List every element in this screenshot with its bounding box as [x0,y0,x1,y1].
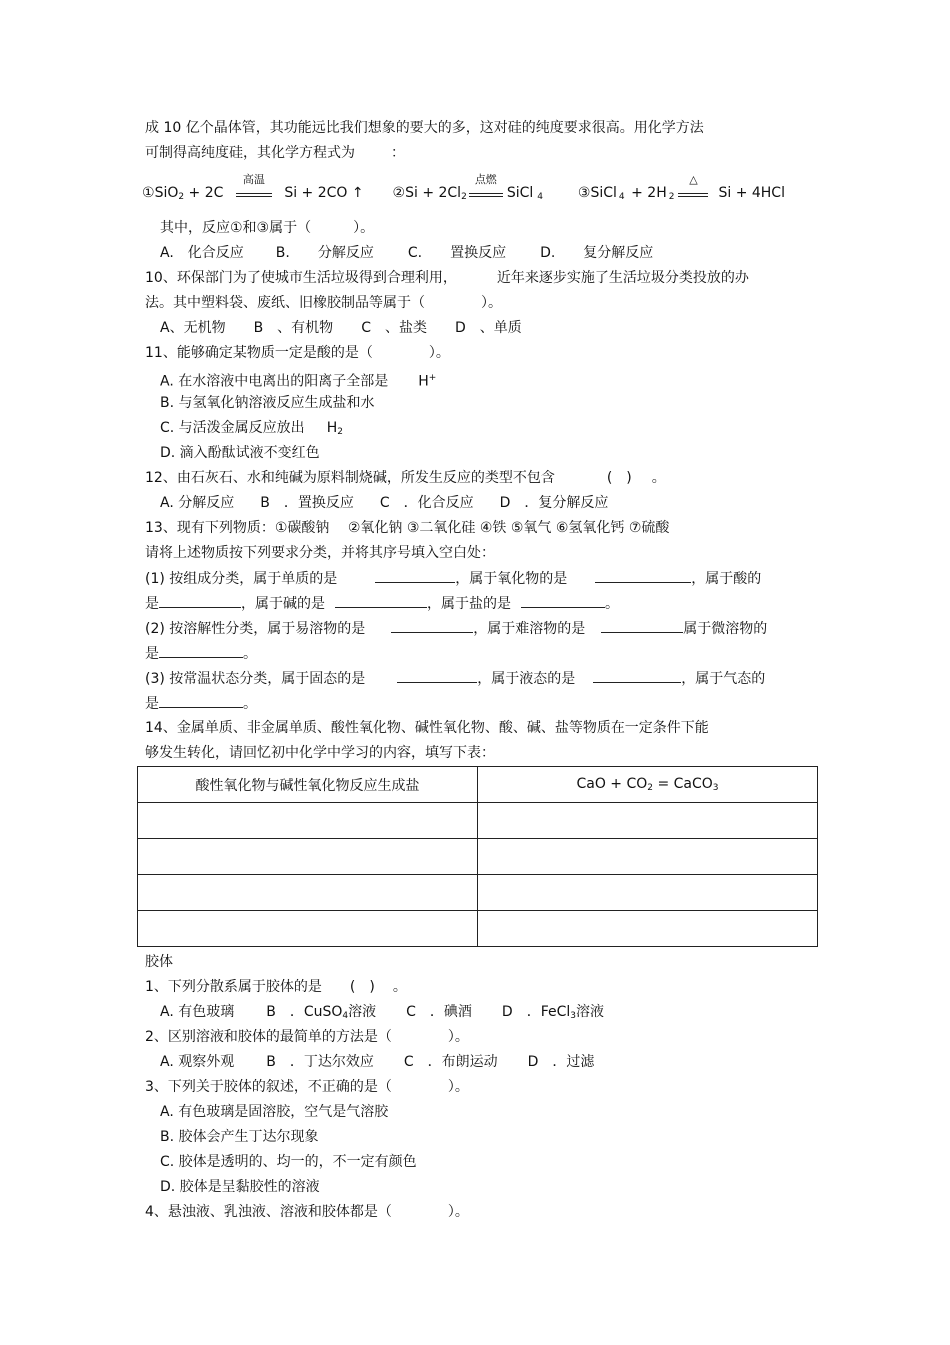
q12-end: 。 [651,470,666,486]
q10-option-b: B 、有机物 [253,320,334,336]
q13-p1-text-b: ，属于氧化物的是 [455,571,568,587]
table-row [138,839,818,875]
table-header-right-b: = CaCO [653,776,713,792]
eq1-condition [236,173,272,197]
q10-options [160,318,522,338]
intro-line-1: 成 10 亿个晶体管，其功能远比我们想象的要大的多，这对硅的纯度要求很高。用化学方法 [145,120,704,136]
equations-line [142,173,785,207]
q14-stem-2: 够发生转化，请回忆初中化学中学习的内容，填写下表： [145,745,495,761]
eq3-number: ③ [577,185,591,201]
table-header-right-sub2: 3 [712,783,719,793]
q9-stem: 其中，反应①和③属于（ ）。 [160,220,375,236]
q11-option-a-text: A. 在水溶液中电离出的阳离子全部是 [160,373,389,390]
q10-stem-a: 10、环保部门为了使城市生活垃圾得到合理利用， [145,270,457,286]
q10-option-a: A、无机物 [160,320,226,336]
eq1-reactant-a-sub: 2 [178,192,185,202]
table-cell-right[interactable] [478,875,818,911]
eq1-reactant-b: + 2C [184,185,224,201]
q10-stem-b: 近年来逐步实施了生活垃圾分类投放的办 [496,270,749,286]
q11-option-a-ion-charge: + [428,373,437,383]
q13-instruction: 请将上述物质按下列要求分类，并将其序号填入空白处： [145,545,495,561]
table-row [138,911,818,947]
colloid-q1-option-a: A. 有色玻璃 [160,1004,235,1020]
table-cell-right[interactable] [478,911,818,947]
table-cell-left[interactable] [138,875,478,911]
colloid-heading: 胶体 [145,954,173,970]
q9-options [160,243,653,263]
table-header-right-sub: 2 [647,783,654,793]
q11-option-c-gas: H [326,420,338,436]
eq1-reactant-a: SiO [154,185,179,201]
colloid-q2-options [160,1052,594,1072]
colloid-q3-option-b: B. 胶体会产生丁达尔现象 [160,1129,319,1145]
colloid-q2-option-d: D ．过滤 [527,1054,595,1070]
colloid-q2-option-b: B ．丁达尔效应 [266,1054,374,1070]
table-row [138,803,818,839]
eq3-reactant-b: + 2H [626,185,667,201]
q12-stem-line [145,468,666,488]
q9-option-d: D. 复分解反应 [540,245,654,261]
colloid-q3-option-c: C. 胶体是透明的、均一的，不一定有颜色 [160,1154,417,1170]
q13-p2-text-d: 是 [145,646,159,662]
q11-stem: 11、能够确定某物质一定是酸的是（ ）。 [145,345,450,361]
q14-stem: 14、金属单质、非金属单质、酸性氧化物、碱性氧化物、酸、碱、盐等物质在一定条件下能 [145,720,709,736]
eq1-equals-bar [236,193,272,197]
q10-stem-line-1 [145,268,749,288]
colloid-q1-option-c: C ．碘酒 [406,1004,472,1020]
blank-simple-substance[interactable] [375,568,455,583]
table-cell-right[interactable] [478,839,818,875]
q11-option-c-gas-sub: 2 [337,427,343,437]
equation-1 [142,173,368,202]
table-cell-right[interactable] [478,803,818,839]
colloid-q1-end: 。 [392,979,407,995]
table-header-row [138,767,818,803]
q13-p3-text-b: ，属于液态的是 [477,671,576,687]
q13-p1-text-e: ，属于碱的是 [241,596,325,612]
q13-p1-text-c: ，属于酸的 [691,571,762,587]
conversion-table [137,766,818,947]
q12-stem: 12、由石灰石、水和纯碱为原料制烧碱，所发生反应的类型不包含 [145,470,555,486]
q13-part-3-line-2 [145,693,257,714]
blank-liquid[interactable] [593,668,681,683]
q12-paren: ( ) [606,470,632,486]
colloid-q2-stem: 2、区别溶液和胶体的最简单的方法是（ ）。 [145,1029,469,1045]
colloid-q1-option-d-tail: 溶液 [576,1004,605,1020]
colloid-q3-stem: 3、下列关于胶体的叙述，不正确的是（ ）。 [145,1079,469,1095]
q12-option-a: A. 分解反应 [160,495,235,511]
colloid-q1-option-b-tail: 溶液 [348,1004,377,1020]
colloid-q1-stem: 1、下列分散系属于胶体的是 [145,979,322,995]
q11-option-c [160,418,343,442]
q11-option-c-text: C. 与活泼金属反应放出 [160,420,305,436]
q13-p1-text-f: ，属于盐的是 [427,596,511,612]
eq2-condition [469,173,503,197]
eq3-reactant-a: SiCl [590,185,617,201]
q13-p3-text-c: ，属于气态的 [681,671,766,687]
eq2-product-sub: 4 [537,192,543,202]
equation-2 [392,173,548,202]
q13-p3-text-e: 。 [243,696,257,712]
table-cell-left[interactable] [138,911,478,947]
colloid-q1-option-b-sub: 4 [342,1011,349,1021]
eq1-number: ① [142,185,155,201]
colloid-q4-stem: 4、悬浊液、乳浊液、溶液和胶体都是（ ）。 [145,1204,469,1220]
colloid-q2-option-c: C ．布朗运动 [403,1054,498,1070]
equation-3 [577,173,785,202]
q12-option-c: C ．化合反应 [379,495,474,511]
q13-p1-text-g: 。 [605,596,619,612]
q13-part-3-line-1 [145,668,765,689]
q13-p1-text-d: 是 [145,596,159,612]
q12-option-d: D ．复分解反应 [499,495,609,511]
eq2-reactant: Si + 2Cl [405,185,462,201]
table-header-right [478,767,818,803]
eq3-reactant-b-sub: 2 [668,192,675,202]
table-header-left: 酸性氧化物与碱性氧化物反应生成盐 [138,767,478,803]
q11-option-a-ion: H [418,373,429,390]
table-header-right-a: CaO + CO [576,776,648,792]
q13-part-1-line-2 [145,593,619,614]
colloid-q1-options [160,1002,604,1026]
intro-line-2 [145,143,405,163]
q13-p3-text-a: (3) 按常温状态分类，属于固态的是 [145,671,366,687]
blank-insoluble[interactable] [601,618,683,633]
colloid-q1-paren: ( ) [349,979,375,995]
eq3-reactant-a-sub: 4 [618,192,625,202]
colloid-q3-option-d: D. 胶体是呈黏胶性的溶液 [160,1179,320,1195]
colloid-q1-stem-line [145,977,407,997]
blank-base[interactable] [335,593,427,608]
q9-option-c: C. 置换反应 [407,245,507,261]
colloid-q1-option-d: D ．FeCl [501,1004,571,1020]
q13-stem: 13、现有下列物质：①碳酸钠 ②氧化钠 ③二氧化硅 ④铁 ⑤氧气 ⑥氢氧化钙 ⑦硫酸 [145,520,670,536]
eq3-condition [678,173,708,197]
table-cell-left[interactable] [138,839,478,875]
q11-option-a [160,368,436,392]
blank-solid[interactable] [397,668,477,683]
q9-option-a: A. 化合反应 [160,245,244,261]
blank-salt[interactable] [521,593,605,608]
eq2-equals-bar [469,193,503,197]
q11-option-b: B. 与氢氧化钠溶液反应生成盐和水 [160,395,375,411]
eq1-product: Si + 2CO ↑ [284,185,364,201]
eq3-condition-label: △ [689,173,698,186]
q13-p1-text-a: (1) 按组成分类，属于单质的是 [145,571,338,587]
blank-oxide[interactable] [595,568,691,583]
eq2-product: SiCl [506,185,534,201]
eq3-equals-bar [678,193,708,197]
colloid-q1-option-d-sub: 3 [570,1011,577,1021]
q13-part-2-line-2 [145,643,257,664]
q9-option-b: B. 分解反应 [275,245,374,261]
q13-p3-text-d: 是 [145,696,159,712]
table-row [138,875,818,911]
q10-option-c: C 、盐类 [361,320,427,336]
intro-colon: ： [391,145,405,161]
q10-option-d: D 、单质 [454,320,522,336]
colloid-q1-option-b: B ．CuSO [266,1004,343,1020]
q12-option-b: B ．置换反应 [260,495,354,511]
eq1-condition-label: 高温 [242,173,265,186]
q13-p2-text-c: 属于微溶物的 [683,621,768,637]
colloid-q3-option-a: A. 有色玻璃是固溶胶，空气是气溶胶 [160,1104,389,1120]
blank-acid[interactable] [159,593,241,608]
q10-stem-c: 法。其中塑料袋、废纸、旧橡胶制品等属于（ ）。 [145,295,502,311]
q11-option-d: D. 滴入酚酞试液不变红色 [160,445,320,461]
eq2-condition-label: 点燃 [474,173,497,186]
eq2-number: ② [392,185,406,201]
colloid-q2-option-a: A. 观察外观 [160,1054,235,1070]
blank-slightly-soluble[interactable] [159,643,243,658]
blank-soluble[interactable] [391,618,473,633]
q13-p2-text-e: 。 [243,646,257,662]
table-cell-left[interactable] [138,803,478,839]
eq3-product: Si + 4HCl [718,185,785,201]
q13-p2-text-b: ，属于难溶物的是 [473,621,586,637]
intro-line-2-text: 可制得高纯度硅，其化学方程式为 [145,145,355,161]
q13-p2-text-a: (2) 按溶解性分类，属于易溶物的是 [145,621,366,637]
q13-part-2-line-1 [145,618,767,639]
q13-part-1-line-1 [145,568,761,589]
eq2-reactant-sub: 2 [461,192,467,202]
blank-gas[interactable] [159,693,243,708]
q12-options [160,493,608,513]
